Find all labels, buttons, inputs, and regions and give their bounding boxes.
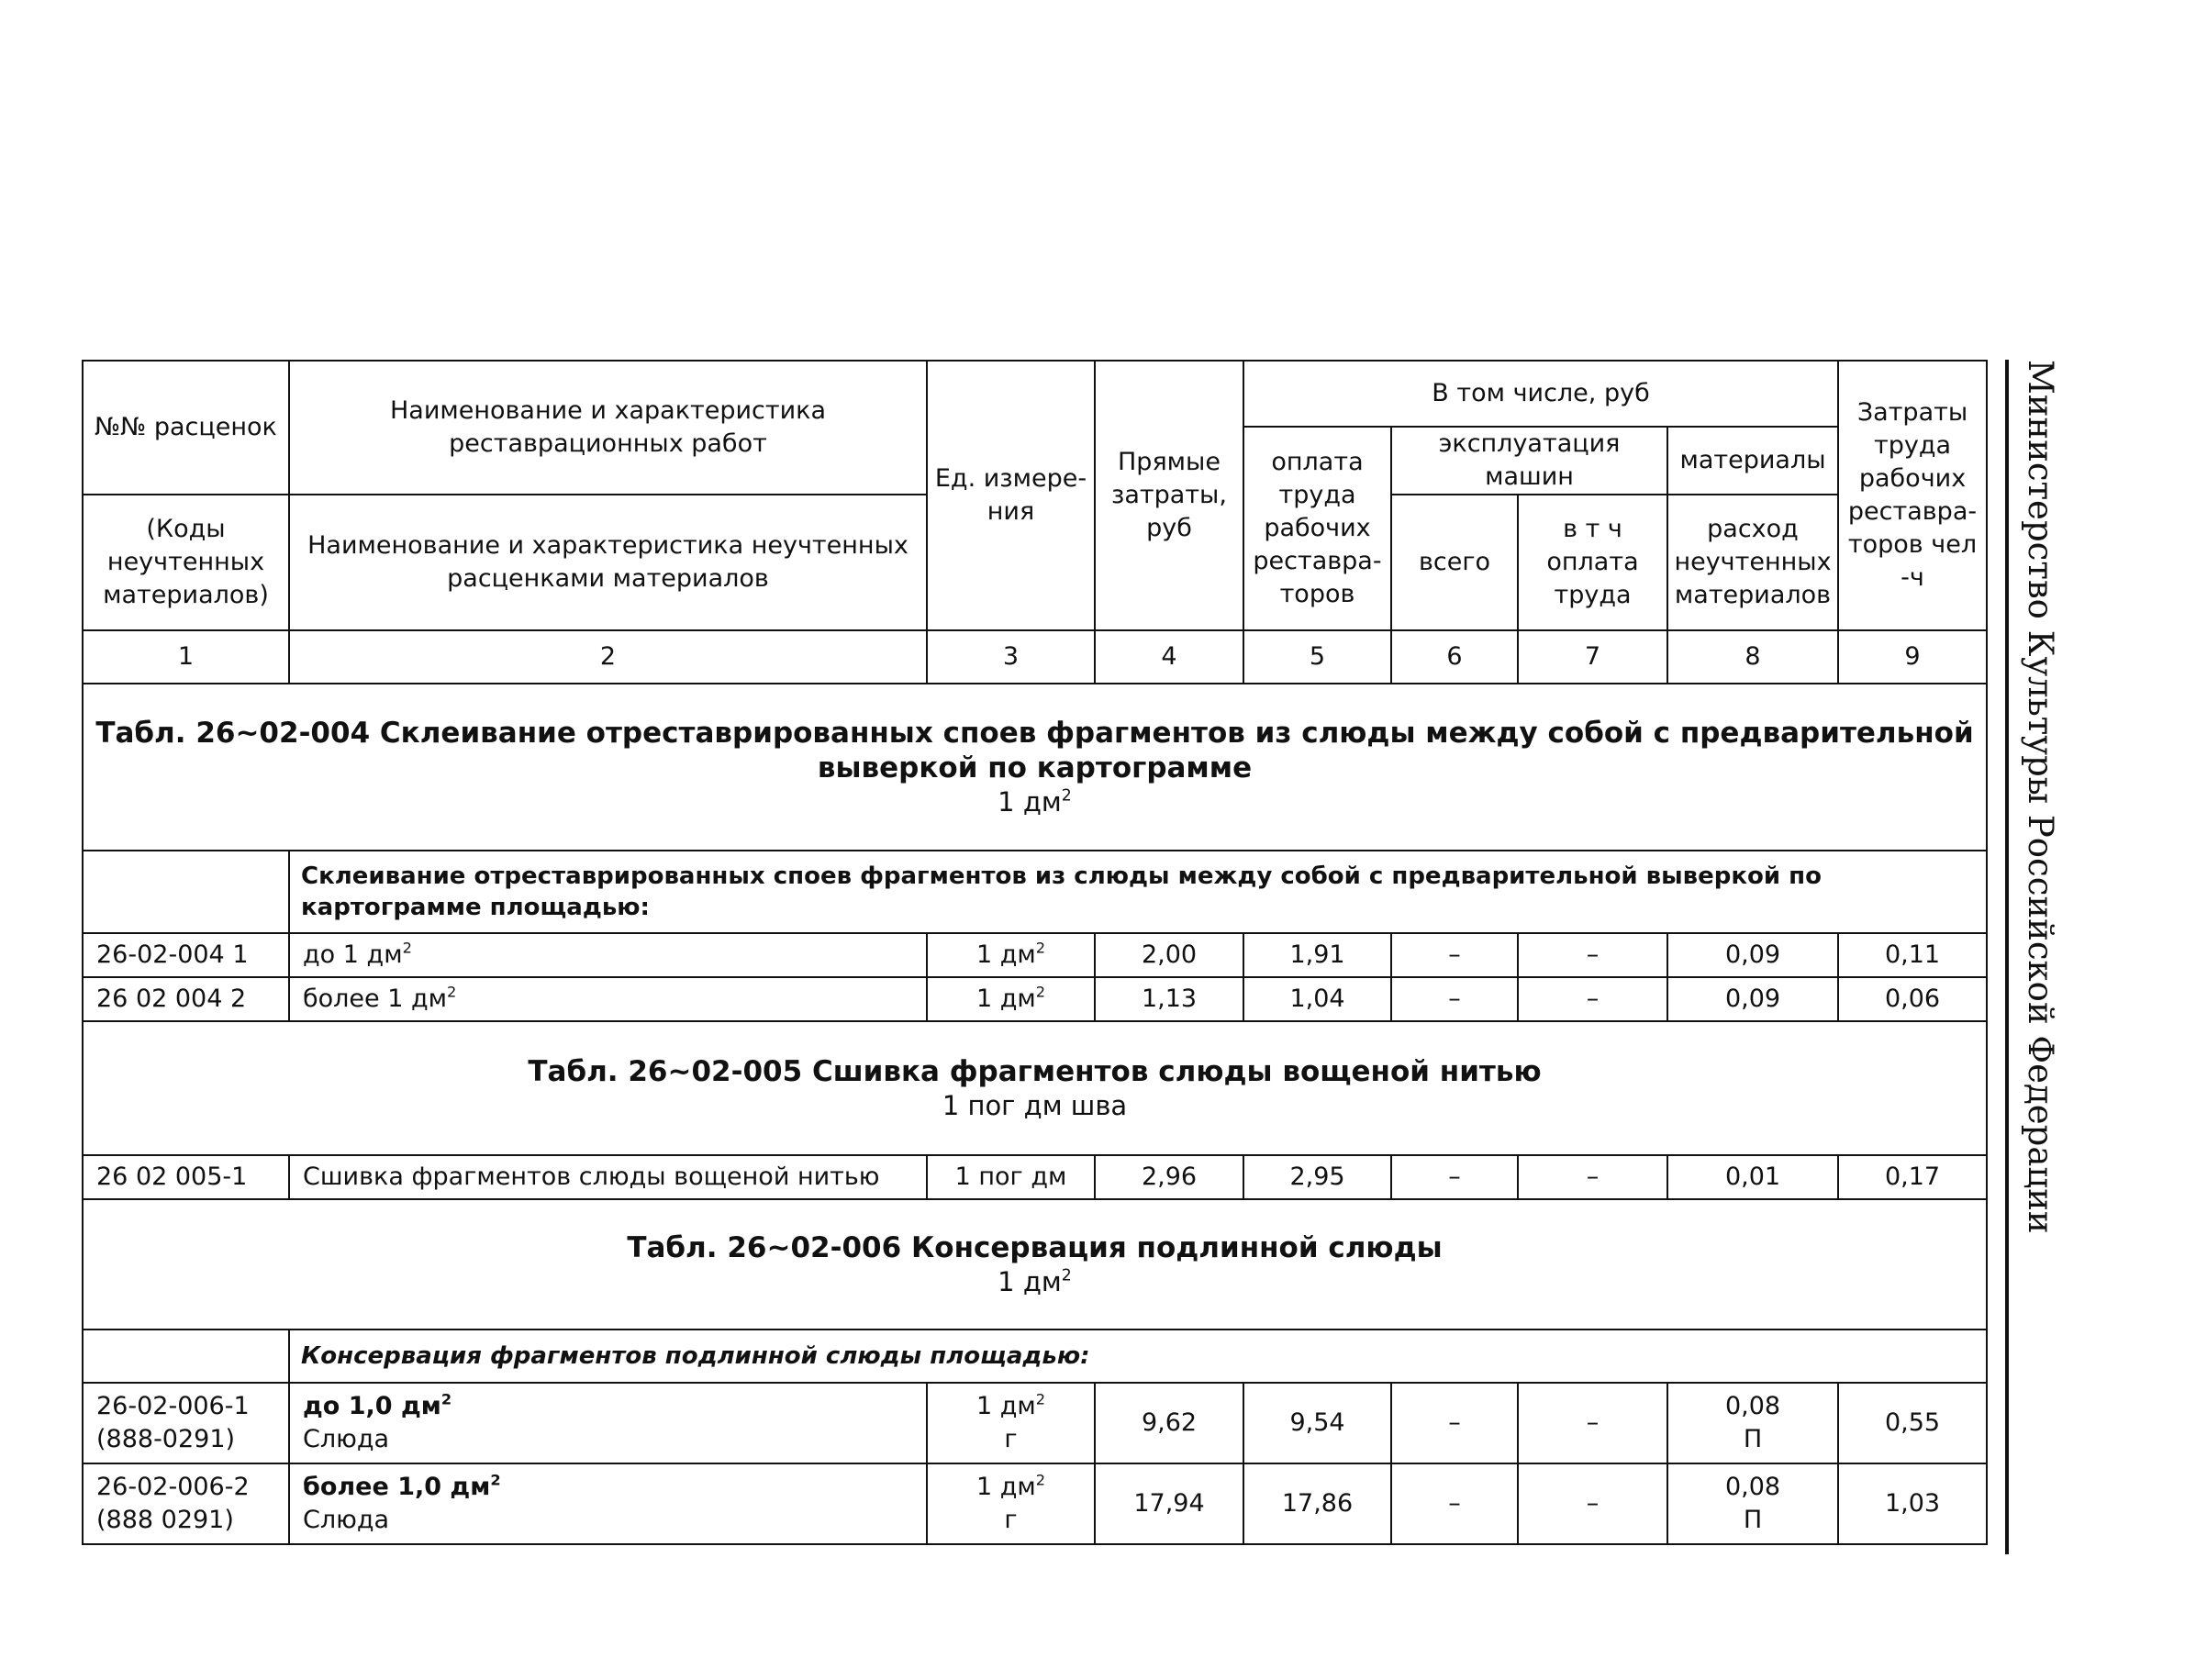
- direct-cost: 17,94: [1095, 1463, 1243, 1544]
- machines-total: –: [1391, 1155, 1518, 1199]
- table-row: [83, 1463, 1987, 1544]
- rate-code: 26-02-006-1 (888-0291): [83, 1383, 289, 1463]
- subheader-row: [83, 851, 1987, 933]
- header-including: В том числе, руб: [1243, 361, 1838, 427]
- column-number: 7: [1518, 630, 1667, 684]
- machines-labor: –: [1518, 1383, 1667, 1463]
- header-machines-labor: в т ч оплата труда: [1518, 495, 1667, 630]
- section-title: Табл. 26~02-005 Сшивка фрагментов слюды вощеной нитью: [528, 1055, 1542, 1088]
- machines-total: –: [1391, 977, 1518, 1021]
- labor-hours: 0,11: [1838, 933, 1987, 977]
- header-machines-total: всего: [1391, 495, 1518, 630]
- unit-cell: 1 пог дм: [927, 1155, 1095, 1199]
- column-number: 9: [1838, 630, 1987, 684]
- section-unit: 1 пог дм шва: [942, 1090, 1128, 1121]
- table-row: [83, 933, 1987, 977]
- labor-pay: 17,86: [1243, 1463, 1391, 1544]
- machines-labor: –: [1518, 933, 1667, 977]
- section-unit: 1 $дм^2$: [998, 786, 1072, 818]
- section-header: [83, 1199, 1987, 1330]
- rate-code: 26-02-006-2 (888 0291): [83, 1463, 289, 1544]
- machines-labor: –: [1518, 1463, 1667, 1544]
- header-row-1: [83, 361, 1987, 427]
- column-number: 2: [289, 630, 927, 684]
- labor-pay: 1,91: [1243, 933, 1391, 977]
- side-rule: [2005, 360, 2009, 1554]
- section-title: Табл. 26~02-006 Консервация подлинной слюды: [627, 1231, 1443, 1264]
- column-number: 4: [1095, 630, 1243, 684]
- work-name: Сшивка фрагментов слюды вощеной нитью: [289, 1155, 927, 1199]
- machines-total: –: [1391, 933, 1518, 977]
- rate-code: 26-02-004 1: [83, 933, 289, 977]
- header-labor-hours: Затраты труда рабочих реставра-торов чел -ч: [1838, 361, 1987, 630]
- materials-cost: 0,08 П: [1667, 1383, 1838, 1463]
- work-name: до 1,0 $дм^2$ Слюда: [289, 1383, 927, 1463]
- unit-cell: 1 $дм^2$ г: [927, 1383, 1095, 1463]
- header-direct-costs: Прямые затраты, руб: [1095, 361, 1243, 630]
- unit-cell: 1 $дм^2$ г: [927, 1463, 1095, 1544]
- rate-code: 26 02 005-1: [83, 1155, 289, 1199]
- header-name-bottom: Наименование и характеристика неучтенных расценками материалов: [289, 495, 927, 630]
- section-header: [83, 684, 1987, 851]
- column-number: 3: [927, 630, 1095, 684]
- header-machines: эксплуатация машин: [1391, 427, 1667, 495]
- header-materials-unaccounted: расход неучтенных материалов: [1667, 495, 1838, 630]
- subheader-row: [83, 1330, 1987, 1383]
- column-number: 8: [1667, 630, 1838, 684]
- direct-cost: 1,13: [1095, 977, 1243, 1021]
- table-row: [83, 977, 1987, 1021]
- labor-hours: 0,55: [1838, 1383, 1987, 1463]
- column-number: 5: [1243, 630, 1391, 684]
- direct-cost: 2,96: [1095, 1155, 1243, 1199]
- header-codes-top: №№ расценок: [83, 361, 289, 495]
- materials-cost: 0,01: [1667, 1155, 1838, 1199]
- header-codes-bottom: (Коды неучтенных материалов): [83, 495, 289, 630]
- side-title: Министерство Культуры Российской Федерации: [2021, 360, 2060, 1234]
- machines-total: –: [1391, 1383, 1518, 1463]
- machines-labor: –: [1518, 977, 1667, 1021]
- header-labor-pay: оплата труда рабочих реставра-торов: [1243, 427, 1391, 630]
- machines-total: –: [1391, 1463, 1518, 1544]
- column-number: 1: [83, 630, 289, 684]
- work-name: более 1,0 $дм^2$ Слюда: [289, 1463, 927, 1544]
- materials-cost: 0,09: [1667, 977, 1838, 1021]
- labor-pay: 9,54: [1243, 1383, 1391, 1463]
- section-header: [83, 1021, 1987, 1155]
- labor-hours: 0,17: [1838, 1155, 1987, 1199]
- header-unit: Ед. измере-ния: [927, 361, 1095, 630]
- labor-hours: 1,03: [1838, 1463, 1987, 1544]
- work-name: более 1 $дм^2$: [289, 977, 927, 1021]
- rates-sheet: [82, 360, 1986, 1554]
- table-row: [83, 1155, 1987, 1199]
- section-unit: 1 $дм^2$: [998, 1266, 1072, 1297]
- rates-table: [82, 360, 1988, 1545]
- direct-cost: 2,00: [1095, 933, 1243, 977]
- column-number-row: [83, 630, 1987, 684]
- direct-cost: 9,62: [1095, 1383, 1243, 1463]
- unit-cell: 1 $дм^2$: [927, 977, 1095, 1021]
- materials-cost: 0,09: [1667, 933, 1838, 977]
- column-number: 6: [1391, 630, 1518, 684]
- machines-labor: –: [1518, 1155, 1667, 1199]
- unit-cell: 1 $дм^2$: [927, 933, 1095, 977]
- header-name-top: Наименование и характеристика реставрационных работ: [289, 361, 927, 495]
- section-subheader: Склеивание отреставрированных споев фрагментов из слюды между собой с предварительной выверкой по картограмме площадью:: [289, 851, 1987, 933]
- work-name: до 1 $дм^2$: [289, 933, 927, 977]
- labor-pay: 2,95: [1243, 1155, 1391, 1199]
- materials-cost: 0,08 П: [1667, 1463, 1838, 1544]
- header-materials: материалы: [1667, 427, 1838, 495]
- labor-hours: 0,06: [1838, 977, 1987, 1021]
- section-title: Табл. 26~02-004 Склеивание отреставрированных споев фрагментов из слюды между собой с предварительной выверкой по картограмме: [95, 717, 1974, 784]
- rate-code: 26 02 004 2: [83, 977, 289, 1021]
- table-row: [83, 1383, 1987, 1463]
- section-subheader: Консервация фрагментов подлинной слюды площадью:: [289, 1330, 1987, 1383]
- labor-pay: 1,04: [1243, 977, 1391, 1021]
